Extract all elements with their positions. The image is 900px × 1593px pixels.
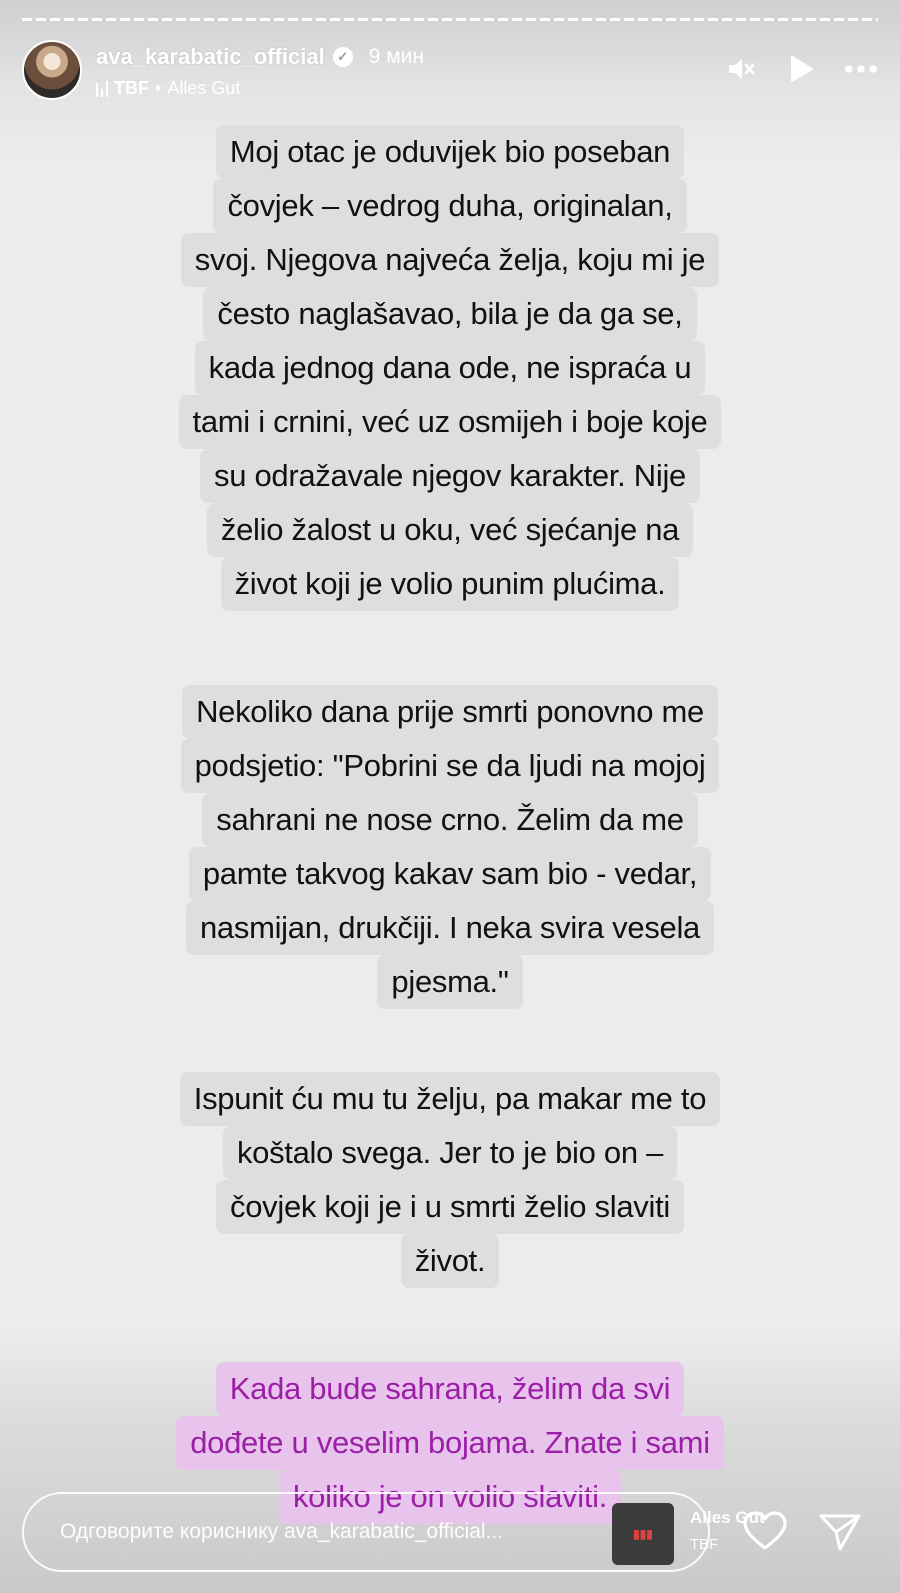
text-line: su odražavale njegov karakter. Nije bbox=[200, 449, 700, 503]
text-line: svoj. Njegova najveća želja, koju mi je bbox=[181, 233, 719, 287]
more-icon[interactable] bbox=[844, 52, 878, 86]
music-title: Alles Gut bbox=[167, 78, 241, 98]
text-line: dođete u veselim bojama. Znate i sami bbox=[176, 1416, 724, 1470]
story-meta bbox=[96, 40, 424, 99]
reply-placeholder: Одговорите кориснику ava_karabatic_official... bbox=[60, 1520, 504, 1543]
heart-icon[interactable] bbox=[742, 1510, 788, 1557]
music-artist: TBF bbox=[114, 78, 149, 98]
text-line: pjesma." bbox=[377, 955, 522, 1009]
story-header bbox=[22, 40, 878, 110]
text-line: koliko je on volio slaviti. bbox=[279, 1470, 621, 1524]
text-line: kada jednog dana ode, ne ispraća u bbox=[195, 341, 706, 395]
text-line: Nekoliko dana prije smrti ponovno me bbox=[182, 685, 718, 739]
text-line: život. bbox=[401, 1234, 500, 1288]
music-cover-icon[interactable]: ▮▮▮ bbox=[612, 1503, 674, 1565]
text-line: čovjek koji je i u smrti želio slaviti bbox=[216, 1180, 684, 1234]
story-text-paragraph-3 bbox=[0, 1072, 900, 1288]
text-line: tami i crnini, već uz osmijeh i boje koje bbox=[179, 395, 722, 449]
text-line: podsjetio: "Pobrini se da ljudi na mojoj bbox=[181, 739, 720, 793]
username[interactable]: ava_karabatic_official bbox=[96, 44, 325, 69]
text-line: sahrani ne nose crno. Želim da me bbox=[202, 793, 697, 847]
text-line: čovjek – vedrog duha, originalan, bbox=[213, 179, 686, 233]
text-line: često naglašavao, bila je da ga se, bbox=[203, 287, 696, 341]
story-controls bbox=[724, 52, 878, 86]
play-icon[interactable] bbox=[784, 52, 818, 86]
story-text-paragraph-2 bbox=[0, 685, 900, 1009]
text-line: Kada bude sahrana, želim da svi bbox=[216, 1362, 684, 1416]
music-sticker-title: Alles Gut bbox=[690, 1508, 765, 1527]
text-line: nasmijan, drukčiji. I neka svira vesela bbox=[186, 901, 714, 955]
timestamp: 9 мин bbox=[368, 45, 424, 68]
verified-badge-icon: ✓ bbox=[333, 47, 353, 67]
text-line: Moj otac je oduvijek bio poseban bbox=[216, 125, 684, 179]
text-line: pamte takvog kakav sam bio - vedar, bbox=[189, 847, 711, 901]
text-line: želio žalost u oku, već sjećanje na bbox=[207, 503, 693, 557]
text-line: Ispunit ću mu tu želju, pa makar me to bbox=[180, 1072, 720, 1126]
send-icon[interactable] bbox=[818, 1512, 862, 1557]
music-separator: • bbox=[155, 78, 162, 98]
text-line: život koji je volio punim plućima. bbox=[221, 557, 680, 611]
reply-input[interactable] bbox=[22, 1492, 710, 1572]
story-progress-bar bbox=[22, 18, 878, 21]
music-info[interactable] bbox=[96, 78, 424, 99]
text-line: koštalo svega. Jer to je bio on – bbox=[223, 1126, 677, 1180]
story-text-paragraph-1 bbox=[0, 125, 900, 611]
music-bars-icon bbox=[96, 81, 108, 97]
speaker-muted-icon[interactable] bbox=[724, 52, 758, 86]
music-sticker-artist: TBF bbox=[690, 1536, 719, 1553]
avatar[interactable] bbox=[22, 40, 82, 100]
